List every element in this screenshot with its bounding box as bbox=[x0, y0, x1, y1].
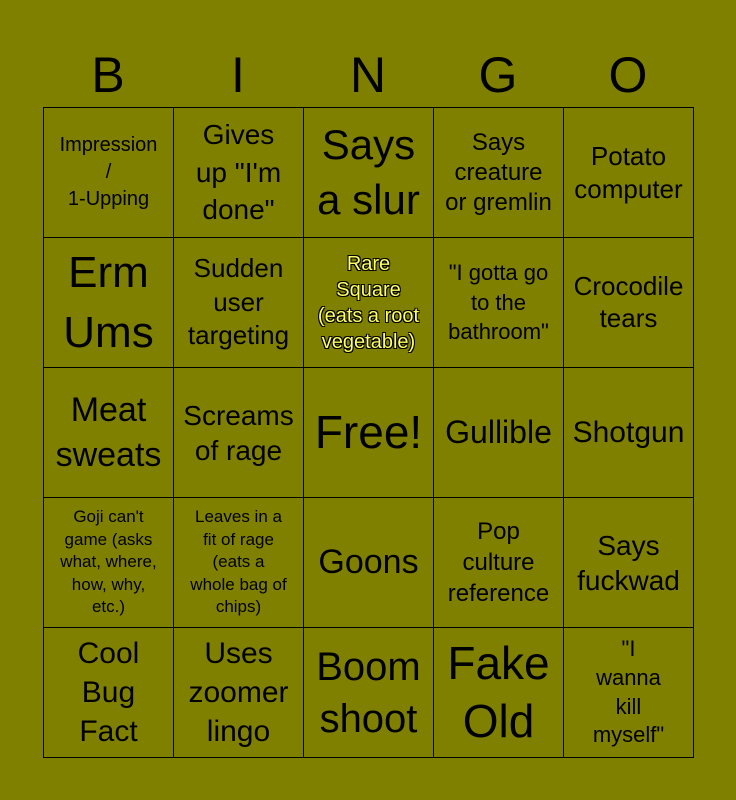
bingo-cell-label: Goji can't game (asks what, where, how, why, etc.) bbox=[60, 507, 157, 617]
bingo-cell-label: Rare Square (eats a root vegetable) bbox=[317, 252, 420, 353]
bingo-cell-label: Meat sweats bbox=[55, 391, 162, 474]
bingo-cell-r1-c2[interactable] bbox=[174, 108, 304, 238]
bingo-cell-label: Potato computer bbox=[574, 141, 683, 204]
bingo-cell-r1-c4[interactable] bbox=[434, 108, 564, 238]
bingo-cell-label: Says creature or gremlin bbox=[445, 128, 552, 216]
bingo-cell-label: Free! bbox=[314, 405, 423, 458]
bingo-cell-r1-c1[interactable] bbox=[44, 108, 174, 238]
bingo-cell-label: Gives up "I'm done" bbox=[195, 118, 282, 226]
bingo-cell-r2-c3[interactable] bbox=[304, 238, 434, 368]
bingo-cell-r3-c4[interactable] bbox=[434, 368, 564, 498]
bingo-cell-r2-c1[interactable] bbox=[44, 238, 174, 368]
bingo-cell-label: Says a slur bbox=[317, 120, 420, 223]
bingo-cell-r3-c5[interactable] bbox=[564, 368, 694, 498]
header-letter-b: B bbox=[91, 47, 125, 103]
bingo-cell-label: Says fuckwad bbox=[577, 529, 680, 596]
header-letter-n: N bbox=[349, 47, 387, 103]
bingo-cell-label: Goons bbox=[318, 543, 419, 582]
header-letter-i: I bbox=[231, 47, 245, 103]
bingo-cell-label: Pop culture reference bbox=[447, 517, 550, 608]
bingo-grid bbox=[43, 107, 694, 758]
bingo-cell-r4-c1[interactable] bbox=[44, 498, 174, 628]
bingo-cell-label: Gullible bbox=[445, 414, 552, 451]
bingo-cell-r2-c4[interactable] bbox=[434, 238, 564, 368]
bingo-cell-r4-c4[interactable] bbox=[434, 498, 564, 628]
bingo-cell-r4-c2[interactable] bbox=[174, 498, 304, 628]
bingo-cell-label: "I gotta go to the bathroom" bbox=[448, 259, 549, 345]
bingo-cell-label: Leaves in a fit of rage (eats a whole bag of chips) bbox=[190, 507, 287, 617]
bingo-cell-label: Impression / 1-Upping bbox=[59, 134, 158, 210]
bingo-cell-r5-c3[interactable] bbox=[304, 628, 434, 758]
header-letter-g: G bbox=[478, 47, 518, 103]
bingo-cell-r5-c1[interactable] bbox=[44, 628, 174, 758]
bingo-cell-r5-c5[interactable] bbox=[564, 628, 694, 758]
bingo-cell-r1-c5[interactable] bbox=[564, 108, 694, 238]
bingo-header bbox=[43, 44, 693, 106]
bingo-cell-r5-c4[interactable] bbox=[434, 628, 564, 758]
bingo-cell-label: "I wanna kill myself" bbox=[592, 636, 665, 748]
bingo-cell-label: Cool Bug Fact bbox=[77, 637, 140, 748]
bingo-cell-r4-c5[interactable] bbox=[564, 498, 694, 628]
bingo-cell-label: Sudden user targeting bbox=[187, 252, 290, 351]
bingo-cell-label: Erm Ums bbox=[63, 248, 154, 357]
header-letter-o: O bbox=[608, 47, 648, 103]
bingo-cell-r4-c3[interactable] bbox=[304, 498, 434, 628]
bingo-cell-r3-c3[interactable] bbox=[304, 368, 434, 498]
bingo-cell-label: Screams of rage bbox=[183, 399, 294, 466]
bingo-cell-label: Uses zoomer lingo bbox=[188, 637, 289, 748]
bingo-cell-r1-c3[interactable] bbox=[304, 108, 434, 238]
bingo-cell-label: Fake Old bbox=[447, 637, 550, 747]
bingo-cell-label: Crocodile tears bbox=[573, 271, 684, 333]
bingo-cell-r5-c2[interactable] bbox=[174, 628, 304, 758]
bingo-cell-r3-c2[interactable] bbox=[174, 368, 304, 498]
bingo-cell-r3-c1[interactable] bbox=[44, 368, 174, 498]
bingo-cell-label: Shotgun bbox=[572, 415, 685, 449]
bingo-cell-r2-c5[interactable] bbox=[564, 238, 694, 368]
bingo-cell-label: Boom shoot bbox=[316, 644, 421, 741]
bingo-cell-r2-c2[interactable] bbox=[174, 238, 304, 368]
